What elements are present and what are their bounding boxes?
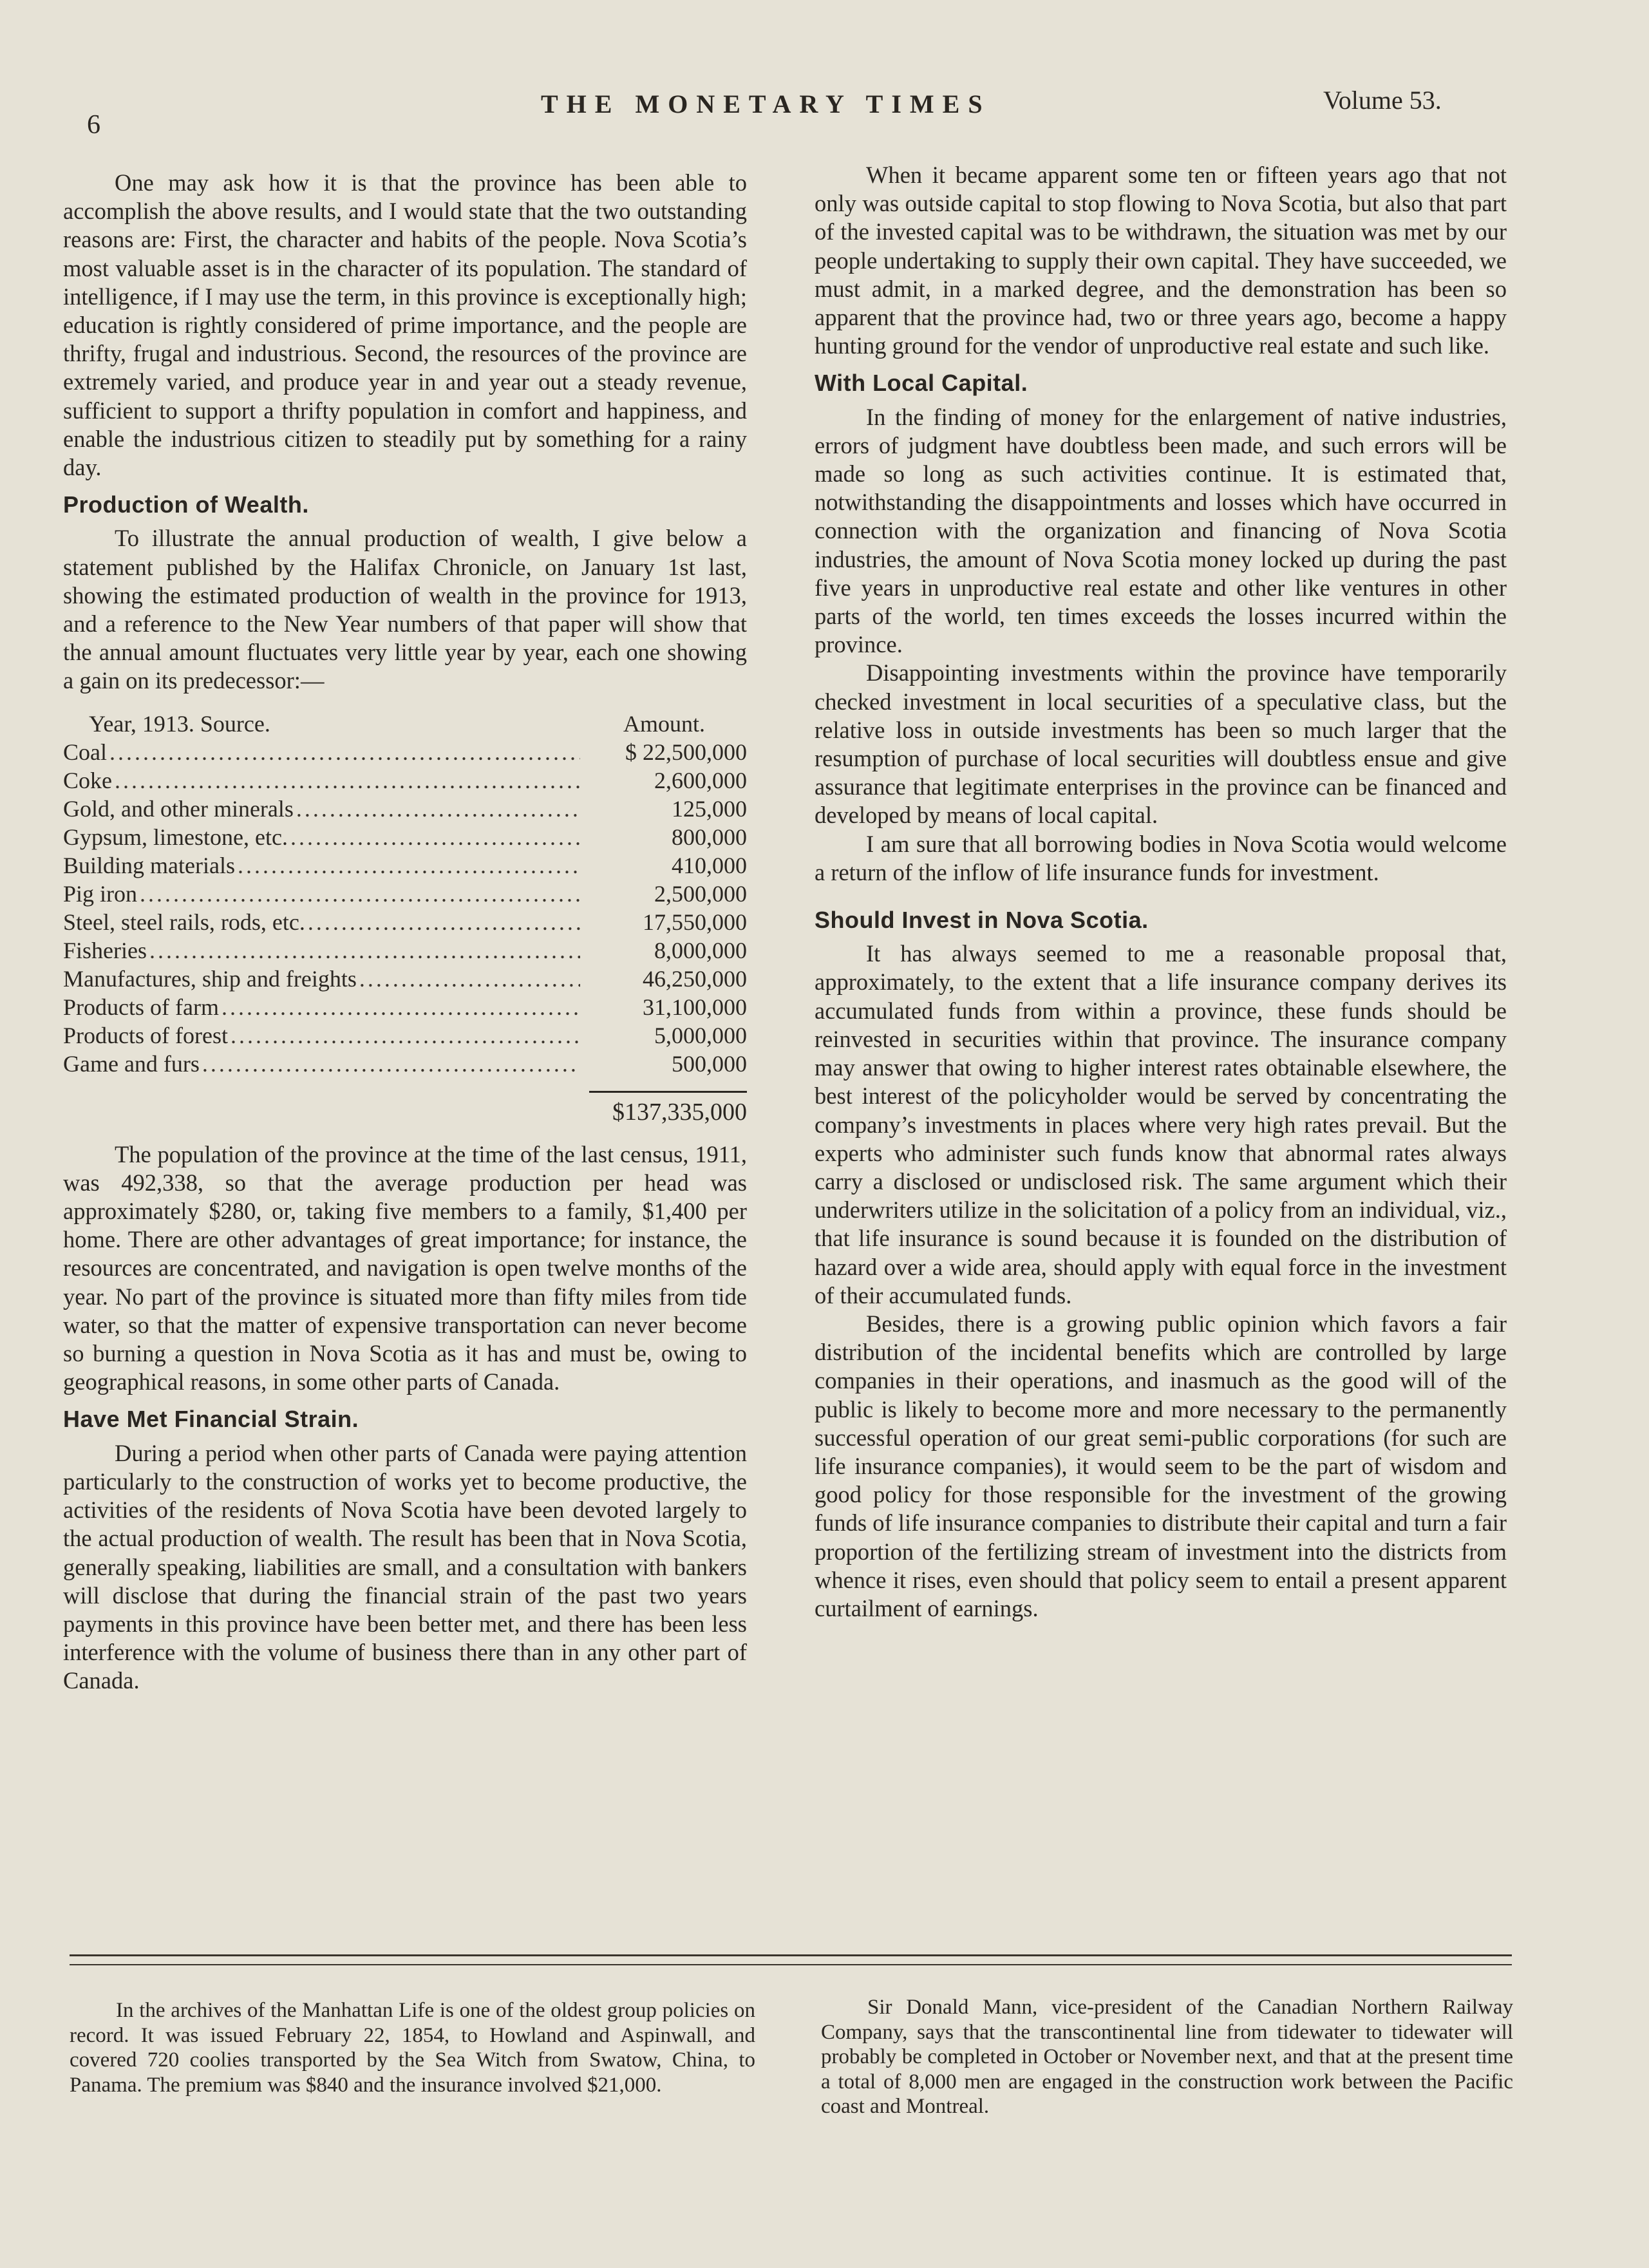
leader-dots <box>308 908 580 936</box>
local-capital-heading: With Local Capital. <box>815 370 1028 397</box>
source-column-header: Year, 1913. Source. <box>89 710 270 737</box>
source-cell: Gold, and other minerals <box>63 795 294 822</box>
amount-cell: 2,500,000 <box>654 880 747 907</box>
left-column <box>63 169 747 1696</box>
leader-dots <box>140 880 580 908</box>
amount-cell: 800,000 <box>672 824 747 850</box>
amount-cell: 17,550,000 <box>643 909 747 935</box>
production-paragraph: To illustrate the annual production of wealth, I give below a statement published by the Halifax Chronicle, on January 1st last, showing the estimated production of wealth in the province for 1913, and a reference to the New Year numbers of that paper will show that the annual amount fluctuates very little year by year, each one showing a gain on its predecessor:— <box>63 525 747 694</box>
leader-dots <box>231 1021 580 1050</box>
strain-heading: Have Met Financial Strain. <box>63 1406 359 1433</box>
source-cell: Game and furs <box>63 1050 200 1077</box>
leader-dots <box>290 823 580 851</box>
local-paragraph: I am sure that all borrowing bodies in Nova Scotia would welcome a return of the inflow of life insurance funds for investment. <box>815 830 1507 885</box>
table-row <box>63 965 747 993</box>
source-cell: Coke <box>63 767 112 793</box>
table-row <box>63 936 747 965</box>
source-cell: Fisheries <box>63 937 147 963</box>
amount-cell: 8,000,000 <box>654 937 747 963</box>
table-row <box>63 908 747 936</box>
capital-paragraph: When it became apparent some ten or fifteen years ago that not only was outside capital to stop flowing to Nova Scotia, but also that part of the invested capital was to be withdrawn, the situation was met by our people undertaking to supply their own capital. They have succeeded, we must admit, in a marked degree, and the demonstration has been so apparent that the province had, two or three years ago, become a happy hunting ground for the vendor of unproductive real estate and such like. <box>815 162 1507 359</box>
publication-title: THE MONETARY TIMES <box>541 90 991 118</box>
section-divider <box>70 1954 1512 1965</box>
invest-heading: Should Invest in Nova Scotia. <box>815 907 1149 934</box>
invest-paragraph: Besides, there is a growing public opinion which favors a fair distribution of the incidental benefits which are controlled by large companies in their operations, and inasmuch as the good will of the public is likely to become more and more necessary to the permanently successful operation of our great semi-public corporations (for such are life insurance companies), it would seem to be the part of wisdom and good policy for those responsible for the investment of the growing funds of life insurance companies to distribute their capital and turn a fair proportion of the fertilizing stream of investment into the districts from whence it rises, even should that policy seem to entail a present apparent curtailment of earnings. <box>815 1310 1507 1621</box>
leader-dots <box>202 1050 580 1078</box>
table-row <box>63 738 747 766</box>
local-paragraph: In the finding of money for the enlargement of native industries, errors of judgment have doubtless been made, and such errors will be made so long as such activities continue. It is estimated that, notwithstanding the disappointments and losses which have occurred in connection with the organization and financing of Nova Scotia industries, the amount of Nova Scotia money locked up during the past five years in unproductive real estate and other like ventures in other parts of the world, ten times exceeds the losses incurred within the province. <box>815 403 1507 658</box>
table-row <box>63 880 747 908</box>
production-table <box>63 710 747 1126</box>
leader-dots <box>238 851 580 880</box>
leader-dots <box>359 965 580 993</box>
page-number: 6 <box>87 110 100 140</box>
local-paragraph: Disappointing investments within the province have temporarily checked investment in local securities of a speculative class, but the relative loss in outside investments has been so much larger that the resumption of purchase of local securities will doubtless ensue and give assurance that legitimate enterprises in the province can be financed and developed by means of local capital. <box>815 659 1507 829</box>
amount-cell: $ 22,500,000 <box>625 739 747 765</box>
population-paragraph: The population of the province at the time of the last census, 1911, was 492,338, so that the average production per head was approximately $280, or, taking five members to a family, $1,400 per home. There are other advantages of great importance; for instance, the resources are concentrated, and navigation is open twelve months of the year. No part of the province is situated more than fifty miles from tide water, so that the matter of expensive transportation can never become so burning a question in Nova Scotia as it has and must be, owing to geographical reasons, in some other parts of Canada. <box>63 1140 747 1395</box>
table-row <box>63 766 747 795</box>
table-row <box>63 823 747 851</box>
amount-cell: 125,000 <box>672 795 747 822</box>
source-cell: Gypsum, limestone, etc. <box>63 824 288 850</box>
leader-dots <box>221 993 580 1021</box>
amount-cell: 5,000,000 <box>654 1022 747 1048</box>
amount-cell: 2,600,000 <box>654 767 747 793</box>
amount-cell: 410,000 <box>672 852 747 878</box>
strain-paragraph: During a period when other parts of Canada were paying attention particularly to the construction of works yet to become productive, the activities of the residents of Nova Scotia have been devoted largely to the actual production of wealth. The result has been that in Nova Scotia, generally speaking, liabilities are small, and a consultation with bankers will disclose that during the financial strain of the past two years payments in this province have been better met, and there has been less interference with the volume of business there than in any other part of Canada. <box>63 1439 747 1694</box>
source-cell: Building materials <box>63 852 235 878</box>
amount-column-header: Amount. <box>623 710 705 737</box>
mann-note <box>821 1995 1513 2119</box>
right-column <box>815 161 1507 1623</box>
source-cell: Steel, steel rails, rods, etc. <box>63 909 305 935</box>
source-cell: Pig iron <box>63 880 138 907</box>
leader-dots <box>149 936 580 965</box>
page-header <box>0 84 1649 140</box>
table-row <box>63 1021 747 1050</box>
leader-dots <box>115 766 580 795</box>
note-text: In the archives of the Manhattan Life is one of the oldest group policies on record. It was issued February 22, 1854, to Howland and Aspinwall, and covered 720 coolies transported by the Sea Witch from Swatow, China, to Panama. The premium was $840 and the insurance involved $21,000. <box>70 1999 755 2097</box>
table-row <box>63 993 747 1021</box>
table-body <box>63 738 747 1078</box>
source-cell: Products of forest <box>63 1022 228 1048</box>
table-header <box>63 710 747 738</box>
note-text: Sir Donald Mann, vice-president of the Canadian Northern Railway Company, says that the transcontinental line from tidewater to tidewater will probably be completed in October or November next, and that at the present time a total of 8,000 men are engaged in the construction work between the Pacific coast and Montreal. <box>821 1996 1513 2118</box>
invest-paragraph: It has always seemed to me a reasonable proposal that, approximately, to the extent that a life insurance company derives its accumulated funds from within a province, these funds should be reinvested in securities within that province. The insurance company may answer that owing to higher interest rates obtainable elsewhere, the best interest of the policyholder would be served by concentrating the company’s investments in places where very high rates prevail. But the experts who administer such funds know that abnormal rates always carry a disclosed or undisclosed risk. The same argument which their underwriters utilize in the solicitation of a policy from an individual, viz., that life insurance is sound because it is founded on the distribution of hazard over a wide area, should apply with equal force in the investment of their accumulated funds. <box>815 940 1507 1309</box>
intro-paragraph: One may ask how it is that the province has been able to accomplish the above results, and I would state that the two outstanding reasons are: First, the character and habits of the people. Nova Scotia’s most valuable asset is in the character of its population. The standard of intelligence, if I may use the term, in this province is exceptionally high; education is rightly considered of prime importance, and the people are thrifty, frugal and industrious. Second, the resources of the province are extremely varied, and produce year in and year out a steady revenue, sufficient to support a thrifty population in comfort and happiness, and enable the industrious citizen to steadily put by something for a rainy day. <box>63 169 747 481</box>
manhattan-note <box>70 1998 755 2097</box>
amount-cell: 500,000 <box>672 1050 747 1077</box>
source-cell: Products of farm <box>63 994 219 1020</box>
table-total: $137,335,000 <box>612 1098 747 1126</box>
leader-dots <box>109 738 580 766</box>
source-cell: Manufactures, ship and freights <box>63 965 357 992</box>
total-rule <box>589 1091 747 1093</box>
production-heading: Production of Wealth. <box>63 491 309 518</box>
source-cell: Coal <box>63 739 107 765</box>
table-row <box>63 851 747 880</box>
amount-cell: 46,250,000 <box>643 965 747 992</box>
amount-cell: 31,100,000 <box>643 994 747 1020</box>
table-row <box>63 795 747 823</box>
volume-label: Volume 53. <box>1323 86 1442 115</box>
table-row <box>63 1050 747 1078</box>
leader-dots <box>296 795 580 823</box>
